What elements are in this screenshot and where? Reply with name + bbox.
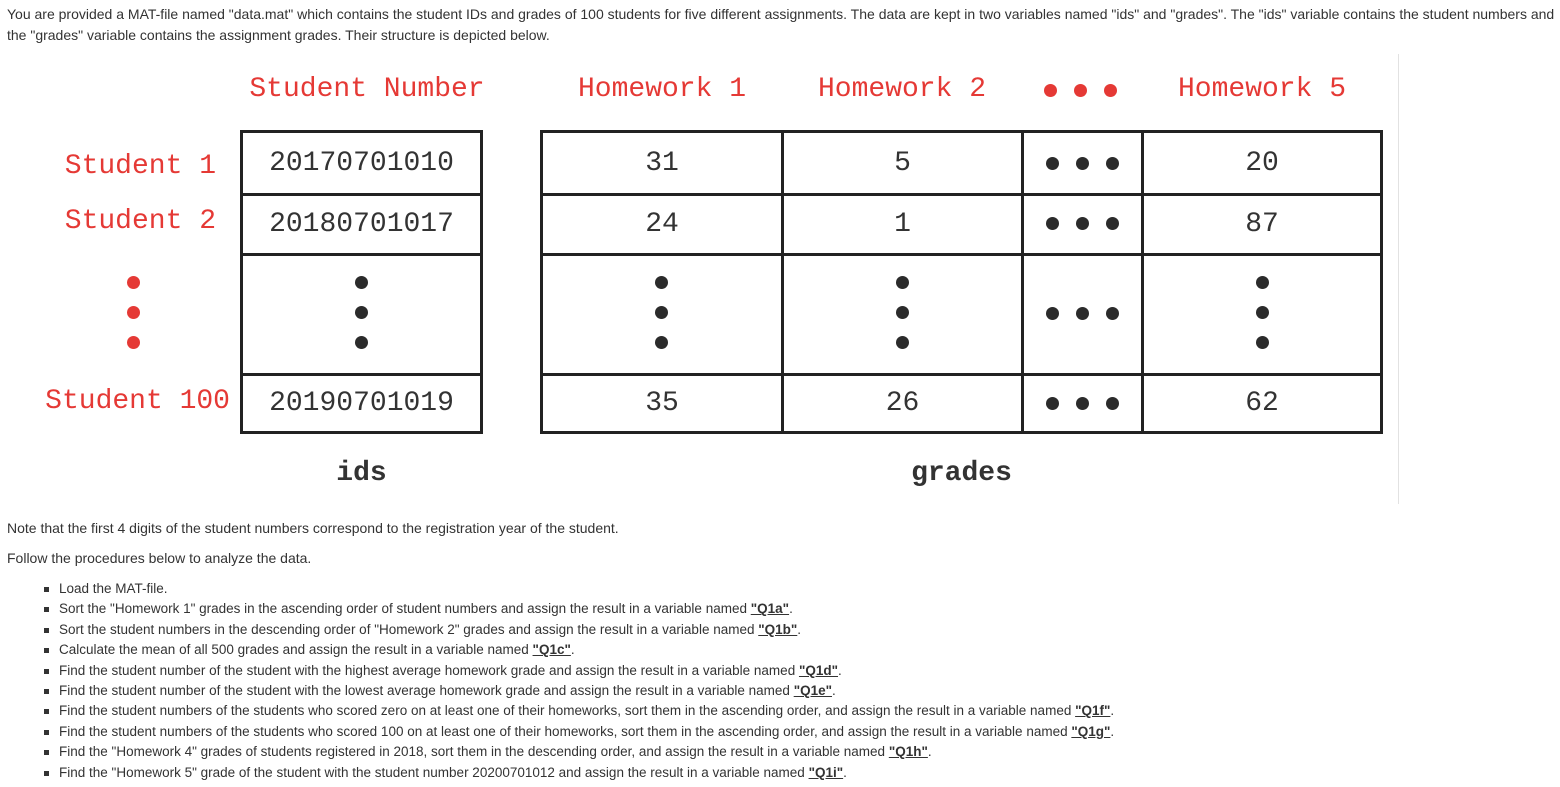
variable-name: "Q1d" — [798, 662, 839, 678]
grades-ellipsis-dot — [1106, 307, 1119, 320]
task-item — [59, 742, 1114, 762]
task-text: Sort the student numbers in the descending order of "Homework 2" grades and assign the result in a variable named — [59, 621, 759, 637]
grades-ellipsis-dot — [1106, 397, 1119, 410]
variable-name: "Q1a" — [750, 601, 790, 617]
task-text: Sort the "Homework 1" grades in the ascending order of student numbers and assign the result in a variable named — [59, 601, 751, 617]
grades-row-border — [543, 253, 1380, 256]
ids-cell-student-2: 20180701017 — [269, 209, 454, 240]
task-text: Find the "Homework 4" grades of students registered in 2018, sort them in the descending order, and assign the result in a variable named — [59, 744, 889, 760]
figure-divider — [1398, 54, 1399, 504]
ids-cell-student-1: 20170701010 — [269, 147, 454, 179]
row-header-student-1: Student 1 — [64, 151, 216, 182]
task-tail: . — [832, 683, 836, 699]
grade-cell-s1-hw2: 5 — [894, 147, 911, 179]
task-tail: . — [927, 744, 932, 760]
grade-cell-s2-hw2: 1 — [894, 209, 911, 240]
variable-name: "Q1e" — [793, 683, 833, 699]
col-header-ellipsis-dot — [1044, 84, 1057, 97]
row-header-student-100: Student 100 — [45, 386, 230, 417]
task-text: Calculate the mean of all 500 grades and assign the result in a variable named — [59, 642, 533, 658]
ids-caption: ids — [336, 458, 387, 489]
grades-col-border — [1021, 133, 1024, 431]
grade-cell-s100-hw5: 62 — [1245, 388, 1279, 419]
grades-ellipsis-dot — [896, 306, 909, 319]
task-item — [59, 579, 1114, 599]
grades-ellipsis-dot — [1046, 157, 1059, 170]
ids-ellipsis-dot — [355, 276, 368, 289]
ids-cell-student-100: 20190701019 — [269, 388, 454, 419]
grades-ellipsis-dot — [1106, 217, 1119, 230]
ids-ellipsis-dot — [355, 306, 368, 319]
col-header-ellipsis-dot — [1104, 84, 1117, 97]
col-header-homework-5: Homework 5 — [1177, 74, 1347, 105]
grades-caption: grades — [911, 458, 1012, 489]
grades-ellipsis-dot — [655, 336, 668, 349]
task-item — [59, 722, 1114, 742]
grades-ellipsis-dot — [1076, 157, 1089, 170]
note-paragraph: Note that the first 4 digits of the student numbers correspond to the registration year of the student. — [7, 520, 619, 536]
task-text: Find the student number of the student with the highest average homework grade and assign the result in a variable named — [59, 662, 799, 678]
task-item — [59, 640, 1114, 660]
task-text: Find the "Homework 5" grade of the student with the student number 20200701012 and assign the result in a variable named — [59, 764, 809, 780]
variable-name: "Q1f" — [1075, 703, 1111, 719]
grades-ellipsis-dot — [655, 276, 668, 289]
grade-cell-s2-hw5: 87 — [1245, 209, 1279, 240]
grades-ellipsis-dot — [1046, 307, 1059, 320]
grades-ellipsis-dot — [1076, 397, 1089, 410]
grades-ellipsis-dot — [1046, 397, 1059, 410]
task-tail: . — [1110, 723, 1115, 739]
col-header-homework-2: Homework 2 — [817, 74, 987, 105]
grades-ellipsis-dot — [1256, 276, 1269, 289]
grades-ellipsis-dot — [1076, 307, 1089, 320]
grade-cell-s2-hw1: 24 — [645, 209, 679, 240]
grades-ellipsis-dot — [896, 336, 909, 349]
task-tail: . — [843, 764, 847, 780]
ids-table — [240, 130, 483, 434]
variable-name: "Q1c" — [532, 642, 571, 658]
grade-cell-s100-hw2: 26 — [885, 388, 920, 419]
follow-paragraph: Follow the procedures below to analyze the data. — [7, 550, 312, 566]
task-item — [59, 681, 1114, 701]
grade-cell-s1-hw1: 31 — [645, 147, 679, 179]
task-text: Load the MAT-file. — [59, 581, 168, 596]
row-header-ellipsis-dot — [127, 276, 140, 289]
task-tail: . — [570, 642, 575, 658]
grade-cell-s1-hw5: 20 — [1245, 147, 1279, 179]
variable-name: "Q1i" — [808, 764, 844, 780]
variable-name: "Q1h" — [888, 744, 928, 760]
col-header-ellipsis-dot — [1074, 84, 1087, 97]
task-text: Find the student number of the student with the lowest average homework grade and assign the result in a variable named — [59, 683, 794, 699]
variable-name: "Q1b" — [758, 621, 798, 637]
col-header-student-number: Student Number — [249, 74, 485, 105]
grades-ellipsis-dot — [896, 276, 909, 289]
grades-ellipsis-dot — [1256, 336, 1269, 349]
task-item — [59, 620, 1114, 640]
ids-ellipsis-dot — [355, 336, 368, 349]
intro-paragraph: You are provided a MAT-file named "data.mat" which contains the student IDs and grades of 100 students for five different assignments. The data are kept in two variables named "ids" and "grades". The "ids" variable contains the student numbers and the "grades" variable contains the assignment grades. Their structure is depicted below. — [7, 6, 1555, 43]
grade-cell-s100-hw1: 35 — [645, 388, 679, 419]
col-header-homework-1: Homework 1 — [577, 74, 747, 105]
task-item — [59, 763, 1114, 783]
grades-table — [540, 130, 1383, 434]
task-tail: . — [789, 601, 793, 617]
row-header-ellipsis-dot — [127, 336, 140, 349]
variable-name: "Q1g" — [1071, 723, 1111, 739]
row-header-ellipsis-dot — [127, 306, 140, 319]
task-tail: . — [1110, 703, 1115, 719]
task-list — [0, 579, 1114, 783]
grades-ellipsis-dot — [1076, 217, 1089, 230]
task-tail: . — [838, 662, 842, 678]
ids-row-border — [243, 253, 480, 256]
grades-ellipsis-dot — [1046, 217, 1059, 230]
task-text: Find the student numbers of the students who scored zero on at least one of their homeworks, sort them in the ascending order, and assign the result in a variable named — [59, 703, 1076, 719]
grades-ellipsis-dot — [1106, 157, 1119, 170]
task-item — [59, 599, 1114, 619]
grades-ellipsis-dot — [655, 306, 668, 319]
grades-ellipsis-dot — [1256, 306, 1269, 319]
row-header-student-2: Student 2 — [64, 206, 216, 237]
task-text: Find the student numbers of the students who scored 100 on at least one of their homeworks, sort them in the ascending order, and assign the result in a variable named — [59, 723, 1072, 739]
task-tail: . — [797, 621, 802, 637]
task-item — [59, 701, 1114, 721]
task-item — [59, 661, 1114, 681]
